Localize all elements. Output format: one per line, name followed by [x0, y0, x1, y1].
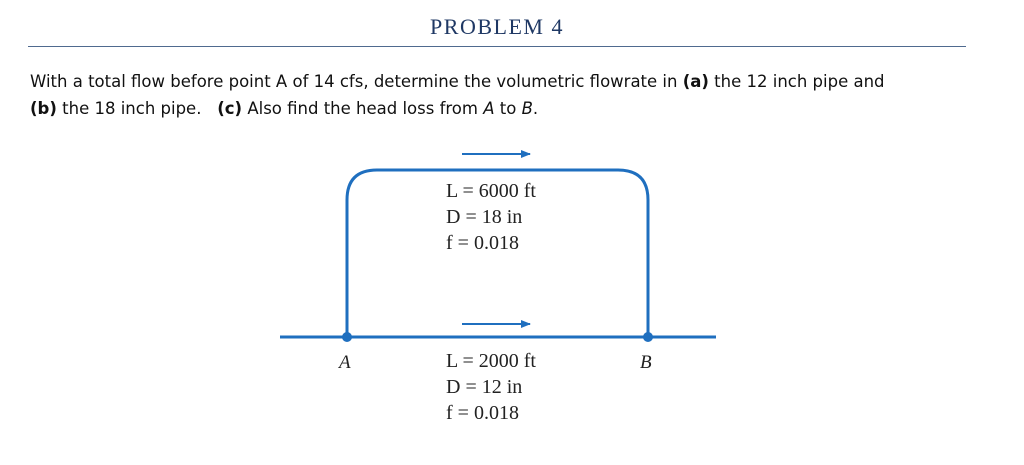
- problem-text-1: With a total flow before point A of 14 cfs, determine the volumetric flowrate in: [30, 72, 683, 91]
- lower-friction: f = 0.018: [446, 402, 519, 424]
- upper-length: L = 6000 ft: [446, 180, 536, 202]
- page-title: PROBLEM 4: [430, 14, 564, 39]
- problem-text-5: to: [494, 99, 522, 118]
- junction-b-dot: [643, 332, 653, 342]
- lower-diameter: D = 12 in: [446, 376, 523, 398]
- problem-text-3: the 18 inch pipe.: [56, 99, 218, 118]
- problem-text-6: .: [532, 99, 539, 118]
- upper-friction: f = 0.018: [446, 232, 519, 254]
- lower-length: L = 2000 ft: [446, 350, 536, 372]
- point-a-ref: A: [483, 99, 495, 118]
- part-b-label: (b): [30, 99, 57, 118]
- point-b-ref: B: [521, 99, 533, 118]
- node-b-label: B: [640, 352, 652, 373]
- part-c-label: (c): [217, 99, 243, 118]
- part-a-label: (a): [682, 72, 709, 91]
- problem-text-2: the 12 inch pipe and: [708, 72, 885, 91]
- upper-diameter: D = 18 in: [446, 206, 523, 228]
- problem-text-4: Also find the head loss from: [242, 99, 484, 118]
- node-a-label: A: [339, 352, 351, 373]
- junction-a-dot: [342, 332, 352, 342]
